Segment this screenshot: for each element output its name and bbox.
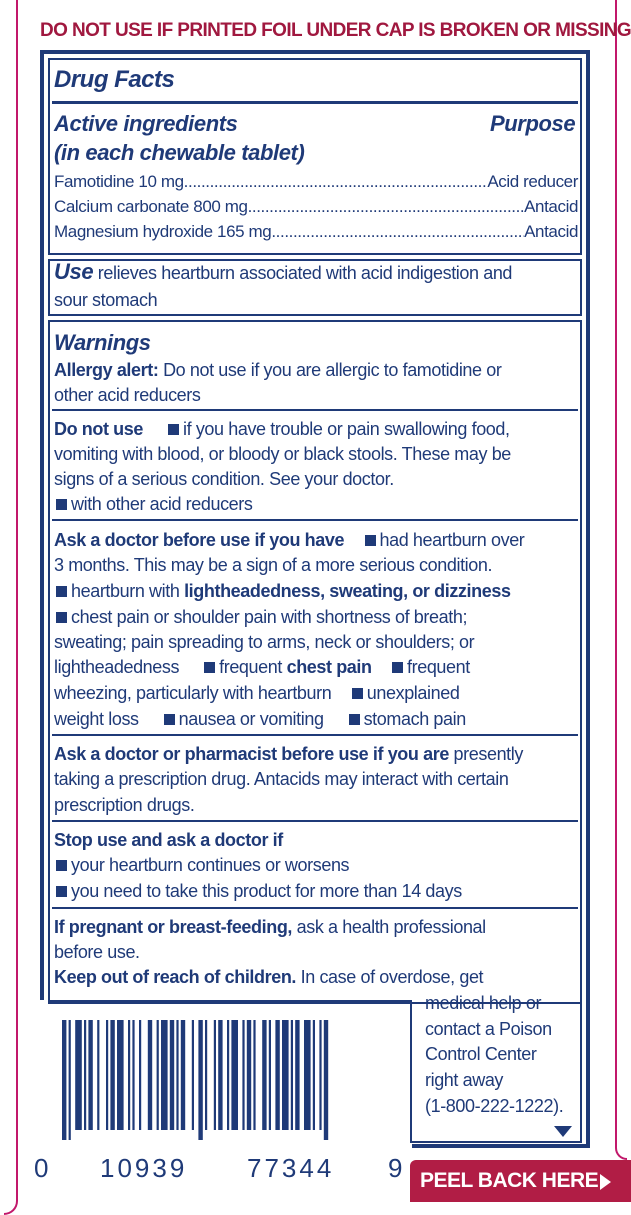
bullet-icon — [164, 714, 175, 725]
foil-warning: DO NOT USE IF PRINTED FOIL UNDER CAP IS BROKEN OR MISSING — [40, 20, 631, 41]
use-heading: Use — [54, 259, 94, 284]
barcode-bar — [75, 1020, 82, 1130]
barcode-bar — [139, 1020, 141, 1130]
ingredient-name: Calcium carbonate 800 mg — [54, 197, 248, 216]
section-rule — [52, 409, 578, 411]
ask-doctor-text-1: had heartburn over — [379, 530, 525, 550]
ingredient-purpose: Acid reducer — [487, 172, 578, 191]
title-rule — [52, 101, 578, 104]
ask-doctor-text-3b: lightheadedness, sweating, or dizziness — [184, 581, 511, 601]
barcode-group-2: 77344 — [247, 1153, 335, 1183]
keep-out-text-6: (1-800-222-1222). — [425, 1096, 564, 1116]
barcode-digit-right: 9 — [388, 1153, 403, 1183]
barcode-bar — [282, 1020, 289, 1130]
leader-dots — [184, 172, 488, 192]
barcode-bar — [110, 1020, 114, 1130]
ingredient-row — [54, 222, 578, 242]
barcode-bar — [198, 1020, 202, 1140]
ask-doctor-text-6b: frequent — [219, 657, 287, 677]
ask-pharmacist-text-1: presently — [453, 744, 523, 764]
arrow-right-icon — [600, 1174, 611, 1190]
barcode-bar — [304, 1020, 311, 1130]
ask-pharmacist-text-3: prescription drugs. — [54, 795, 195, 815]
bullet-icon — [168, 424, 179, 435]
pregnancy-label: If pregnant or breast-feeding, — [54, 917, 293, 937]
warnings-heading: Warnings — [54, 330, 151, 355]
bullet-icon — [56, 612, 67, 623]
barcode-bar — [324, 1020, 328, 1140]
ask-doctor-line-4 — [54, 607, 467, 627]
section-rule — [52, 519, 578, 521]
barcode-bar — [117, 1020, 124, 1130]
bullet-icon — [56, 499, 67, 510]
stop-use-text-1: your heartburn continues or worsens — [71, 855, 350, 875]
ingredient-name: Magnesium hydroxide 165 mg — [54, 222, 272, 241]
ask-doctor-line-8 — [54, 709, 466, 729]
barcode-bar — [170, 1020, 174, 1130]
leader-dots — [271, 222, 524, 242]
barcode-bar — [295, 1020, 299, 1130]
ingredient-purpose: Antacid — [524, 222, 578, 241]
active-ingredients-heading: Active ingredients — [54, 111, 238, 136]
peel-back-label: PEEL BACK HERE — [420, 1169, 599, 1192]
ingredient-purpose: Antacid — [524, 197, 578, 216]
bullet-icon — [365, 535, 376, 546]
keep-out-text-2: medical help or — [425, 993, 542, 1013]
barcode-bar — [253, 1020, 255, 1130]
stop-use-line-1 — [54, 855, 349, 875]
allergy-label: Allergy alert: — [54, 360, 159, 380]
purpose-heading: Purpose — [490, 111, 576, 136]
pregnancy-text-1: ask a health professional — [296, 917, 486, 937]
bullet-icon — [56, 586, 67, 597]
section-rule — [52, 734, 578, 736]
ask-doctor-label: Ask a doctor before use if you have — [54, 530, 345, 550]
barcode-bar — [247, 1020, 251, 1130]
bullet-icon — [352, 688, 363, 699]
ask-doctor-line-1 — [54, 530, 524, 550]
barcode-bar — [62, 1020, 66, 1140]
bullet-icon — [56, 886, 67, 897]
right-pink-border — [615, 0, 627, 1160]
ask-doctor-text-6a: lightheadedness — [54, 657, 180, 677]
keep-out-label: Keep out of reach of children. — [54, 967, 297, 987]
barcode-bar — [291, 1020, 293, 1130]
allergy-text-1: Do not use if you are allergic to famotidine or — [163, 360, 502, 380]
barcode-bar — [192, 1020, 194, 1130]
ingredient-row — [54, 172, 578, 192]
do-not-use-text-3: signs of a serious condition. See your doctor. — [54, 469, 394, 489]
barcode-digit-left: 0 — [34, 1153, 49, 1183]
allergy-line-1 — [54, 360, 501, 380]
barcode-bar — [132, 1020, 134, 1130]
do-not-use-text-4: with other acid reducers — [71, 494, 253, 514]
barcode-bar — [242, 1020, 244, 1130]
keep-out-text-3: contact a Poison — [425, 1019, 552, 1039]
do-not-use-text-1: if you have trouble or pain swallowing food, — [183, 419, 510, 439]
barcode-bar — [275, 1020, 279, 1130]
barcode-bar — [319, 1020, 321, 1130]
barcode-bar — [181, 1020, 185, 1130]
ask-doctor-text-7a: wheezing, particularly with heartburn — [54, 683, 332, 703]
ask-doctor-line-3 — [54, 581, 511, 601]
ask-pharmacist-label: Ask a doctor or pharmacist before use if you are — [54, 744, 449, 764]
barcode-bar — [84, 1020, 86, 1130]
bullet-icon — [349, 714, 360, 725]
stop-use-line-2 — [54, 881, 462, 901]
barcode-bar — [88, 1020, 92, 1130]
drug-facts-title: Drug Facts — [54, 66, 175, 93]
pregnancy-text-2: before use. — [54, 942, 140, 962]
keep-out-text-1: In case of overdose, get — [300, 967, 484, 987]
barcode-bar — [218, 1020, 222, 1130]
barcode-bar — [313, 1020, 315, 1130]
keep-out-text-4: Control Center — [425, 1044, 537, 1064]
ask-doctor-text-4: chest pain or shoulder pain with shortness of breath; — [71, 607, 468, 627]
barcode-bar — [148, 1020, 152, 1130]
stop-use-text-2: you need to take this product for more than 14 days — [71, 881, 462, 901]
use-text-1: relieves heartburn associated with acid indigestion and — [97, 263, 513, 283]
ask-pharmacist-text-2: taking a prescription drug. Antacids may interact with certain — [54, 769, 509, 789]
barcode-bar — [97, 1020, 99, 1130]
barcode-bar — [227, 1020, 229, 1130]
use-text-2: sour stomach — [54, 290, 158, 310]
active-subheading: (in each chewable tablet) — [54, 140, 305, 165]
ask-doctor-line-6 — [54, 657, 470, 677]
barcode-image — [60, 1020, 410, 1140]
barcode-bar — [231, 1020, 238, 1130]
ask-doctor-text-8c: stomach pain — [363, 709, 466, 729]
barcode-bar — [214, 1020, 216, 1130]
ask-doctor-text-5: sweating; pain spreading to arms, neck or shoulders; or — [54, 632, 475, 652]
ask-pharmacist-line-1 — [54, 744, 523, 764]
ingredient-name: Famotidine 10 mg — [54, 172, 184, 191]
barcode-bar — [69, 1020, 71, 1140]
barcode-bar — [161, 1020, 168, 1130]
section-rule — [52, 907, 578, 909]
allergy-text-2: other acid reducers — [54, 385, 201, 405]
ask-doctor-text-8a: weight loss — [54, 709, 139, 729]
do-not-use-line-4 — [54, 494, 253, 514]
peel-back-tab[interactable] — [410, 1160, 631, 1202]
bullet-icon — [204, 662, 215, 673]
section-rule — [52, 820, 578, 822]
ask-doctor-text-6d: frequent — [407, 657, 470, 677]
pregnancy-line-1 — [54, 917, 486, 937]
ask-doctor-text-7b: unexplained — [366, 683, 460, 703]
bullet-icon — [392, 662, 403, 673]
keep-out-text-5: right away — [425, 1070, 504, 1090]
use-line-1 — [54, 259, 513, 284]
barcode-group-1: 10939 — [100, 1153, 188, 1183]
do-not-use-line-1 — [54, 419, 510, 439]
do-not-use-text-2: vomiting with blood, or bloody or black stools. These may be — [54, 444, 511, 464]
barcode-bar — [128, 1020, 130, 1130]
continue-arrow-icon — [554, 1126, 572, 1137]
barcode-bar — [106, 1020, 108, 1130]
leader-dots — [248, 197, 525, 217]
bullet-icon — [56, 860, 67, 871]
do-not-use-label: Do not use — [54, 419, 143, 439]
barcode-bar — [262, 1020, 266, 1130]
barcode-bar — [269, 1020, 271, 1130]
barcode-bar — [205, 1020, 207, 1130]
ask-doctor-line-7 — [54, 683, 459, 703]
keep-out-line-1 — [54, 967, 483, 987]
ingredient-row — [54, 197, 578, 217]
ask-doctor-text-3a: heartburn with — [71, 581, 185, 601]
barcode-bar — [176, 1020, 178, 1130]
ask-doctor-text-8b: nausea or vomiting — [178, 709, 324, 729]
left-pink-border — [4, 0, 18, 1215]
stop-use-label: Stop use and ask a doctor if — [54, 830, 283, 850]
barcode-bar — [157, 1020, 159, 1130]
ask-doctor-text-6c: chest pain — [286, 657, 372, 677]
ask-doctor-text-2: 3 months. This may be a sign of a more serious condition. — [54, 555, 493, 575]
